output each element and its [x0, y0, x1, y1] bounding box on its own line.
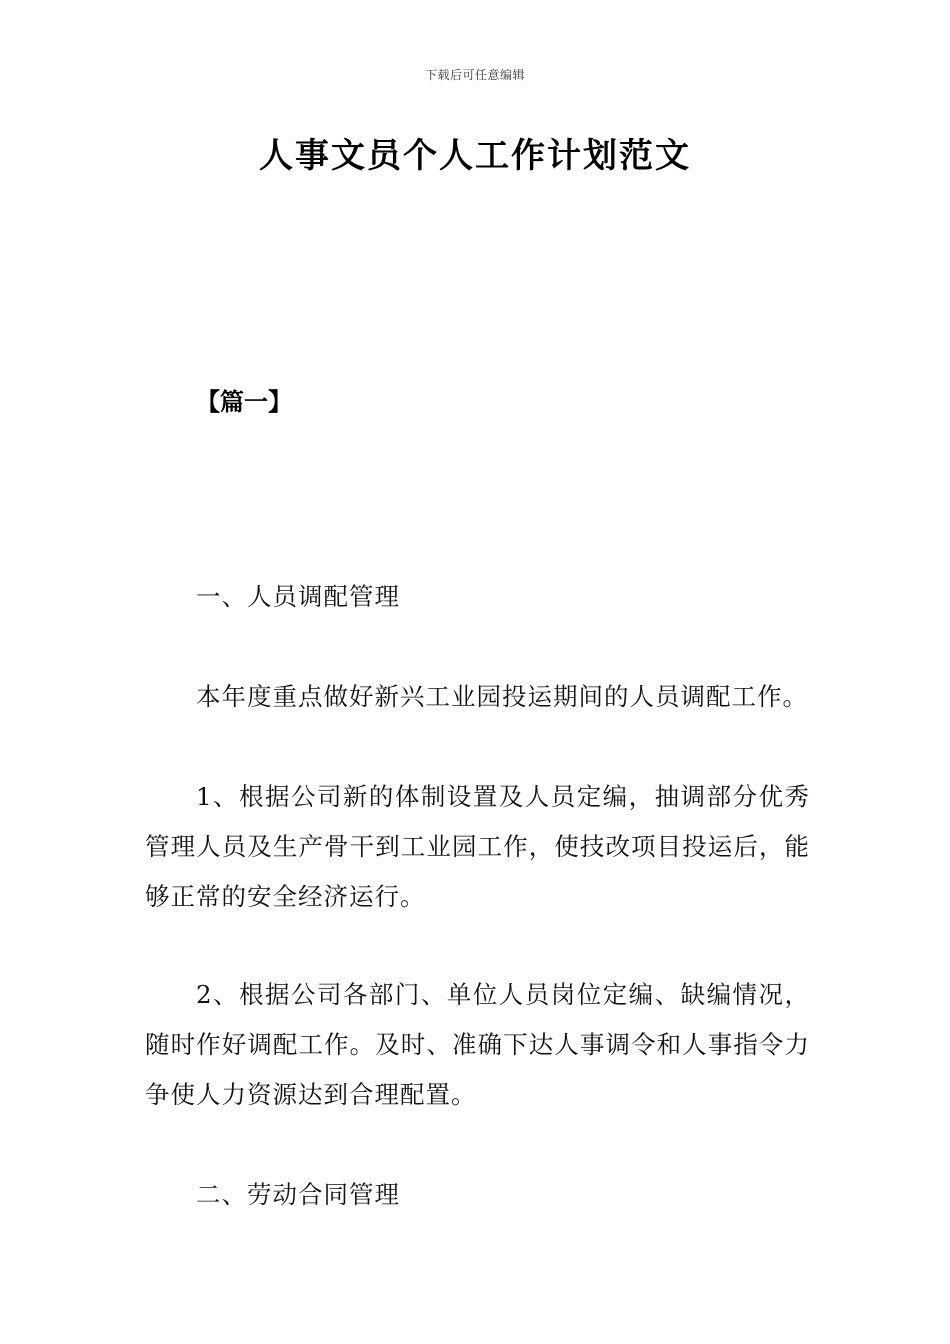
section-tag: 【篇一】: [196, 388, 292, 416]
paragraph-item-2: 2、根据公司各部门、单位人员岗位定编、缺编情况，随时作好调配工作。及时、准确下达人事调令和人事指令力争使人力资源达到合理配置。: [145, 980, 810, 1109]
document-title: 人事文员个人工作计划范文: [259, 136, 691, 176]
section-heading-2: 二、劳动合同管理: [196, 1180, 400, 1209]
header-note: 下载后可任意编辑: [424, 68, 525, 82]
section-heading-1: 一、人员调配管理: [196, 582, 400, 611]
paragraph-item-1: 1、根据公司新的体制设置及人员定编，抽调部分优秀管理人员及生产骨干到工业园工作，使技改项目投运后，能够正常的安全经济运行。: [145, 782, 810, 911]
paragraph-intro: 本年度重点做好新兴工业园投运期间的人员调配工作。: [196, 682, 808, 711]
